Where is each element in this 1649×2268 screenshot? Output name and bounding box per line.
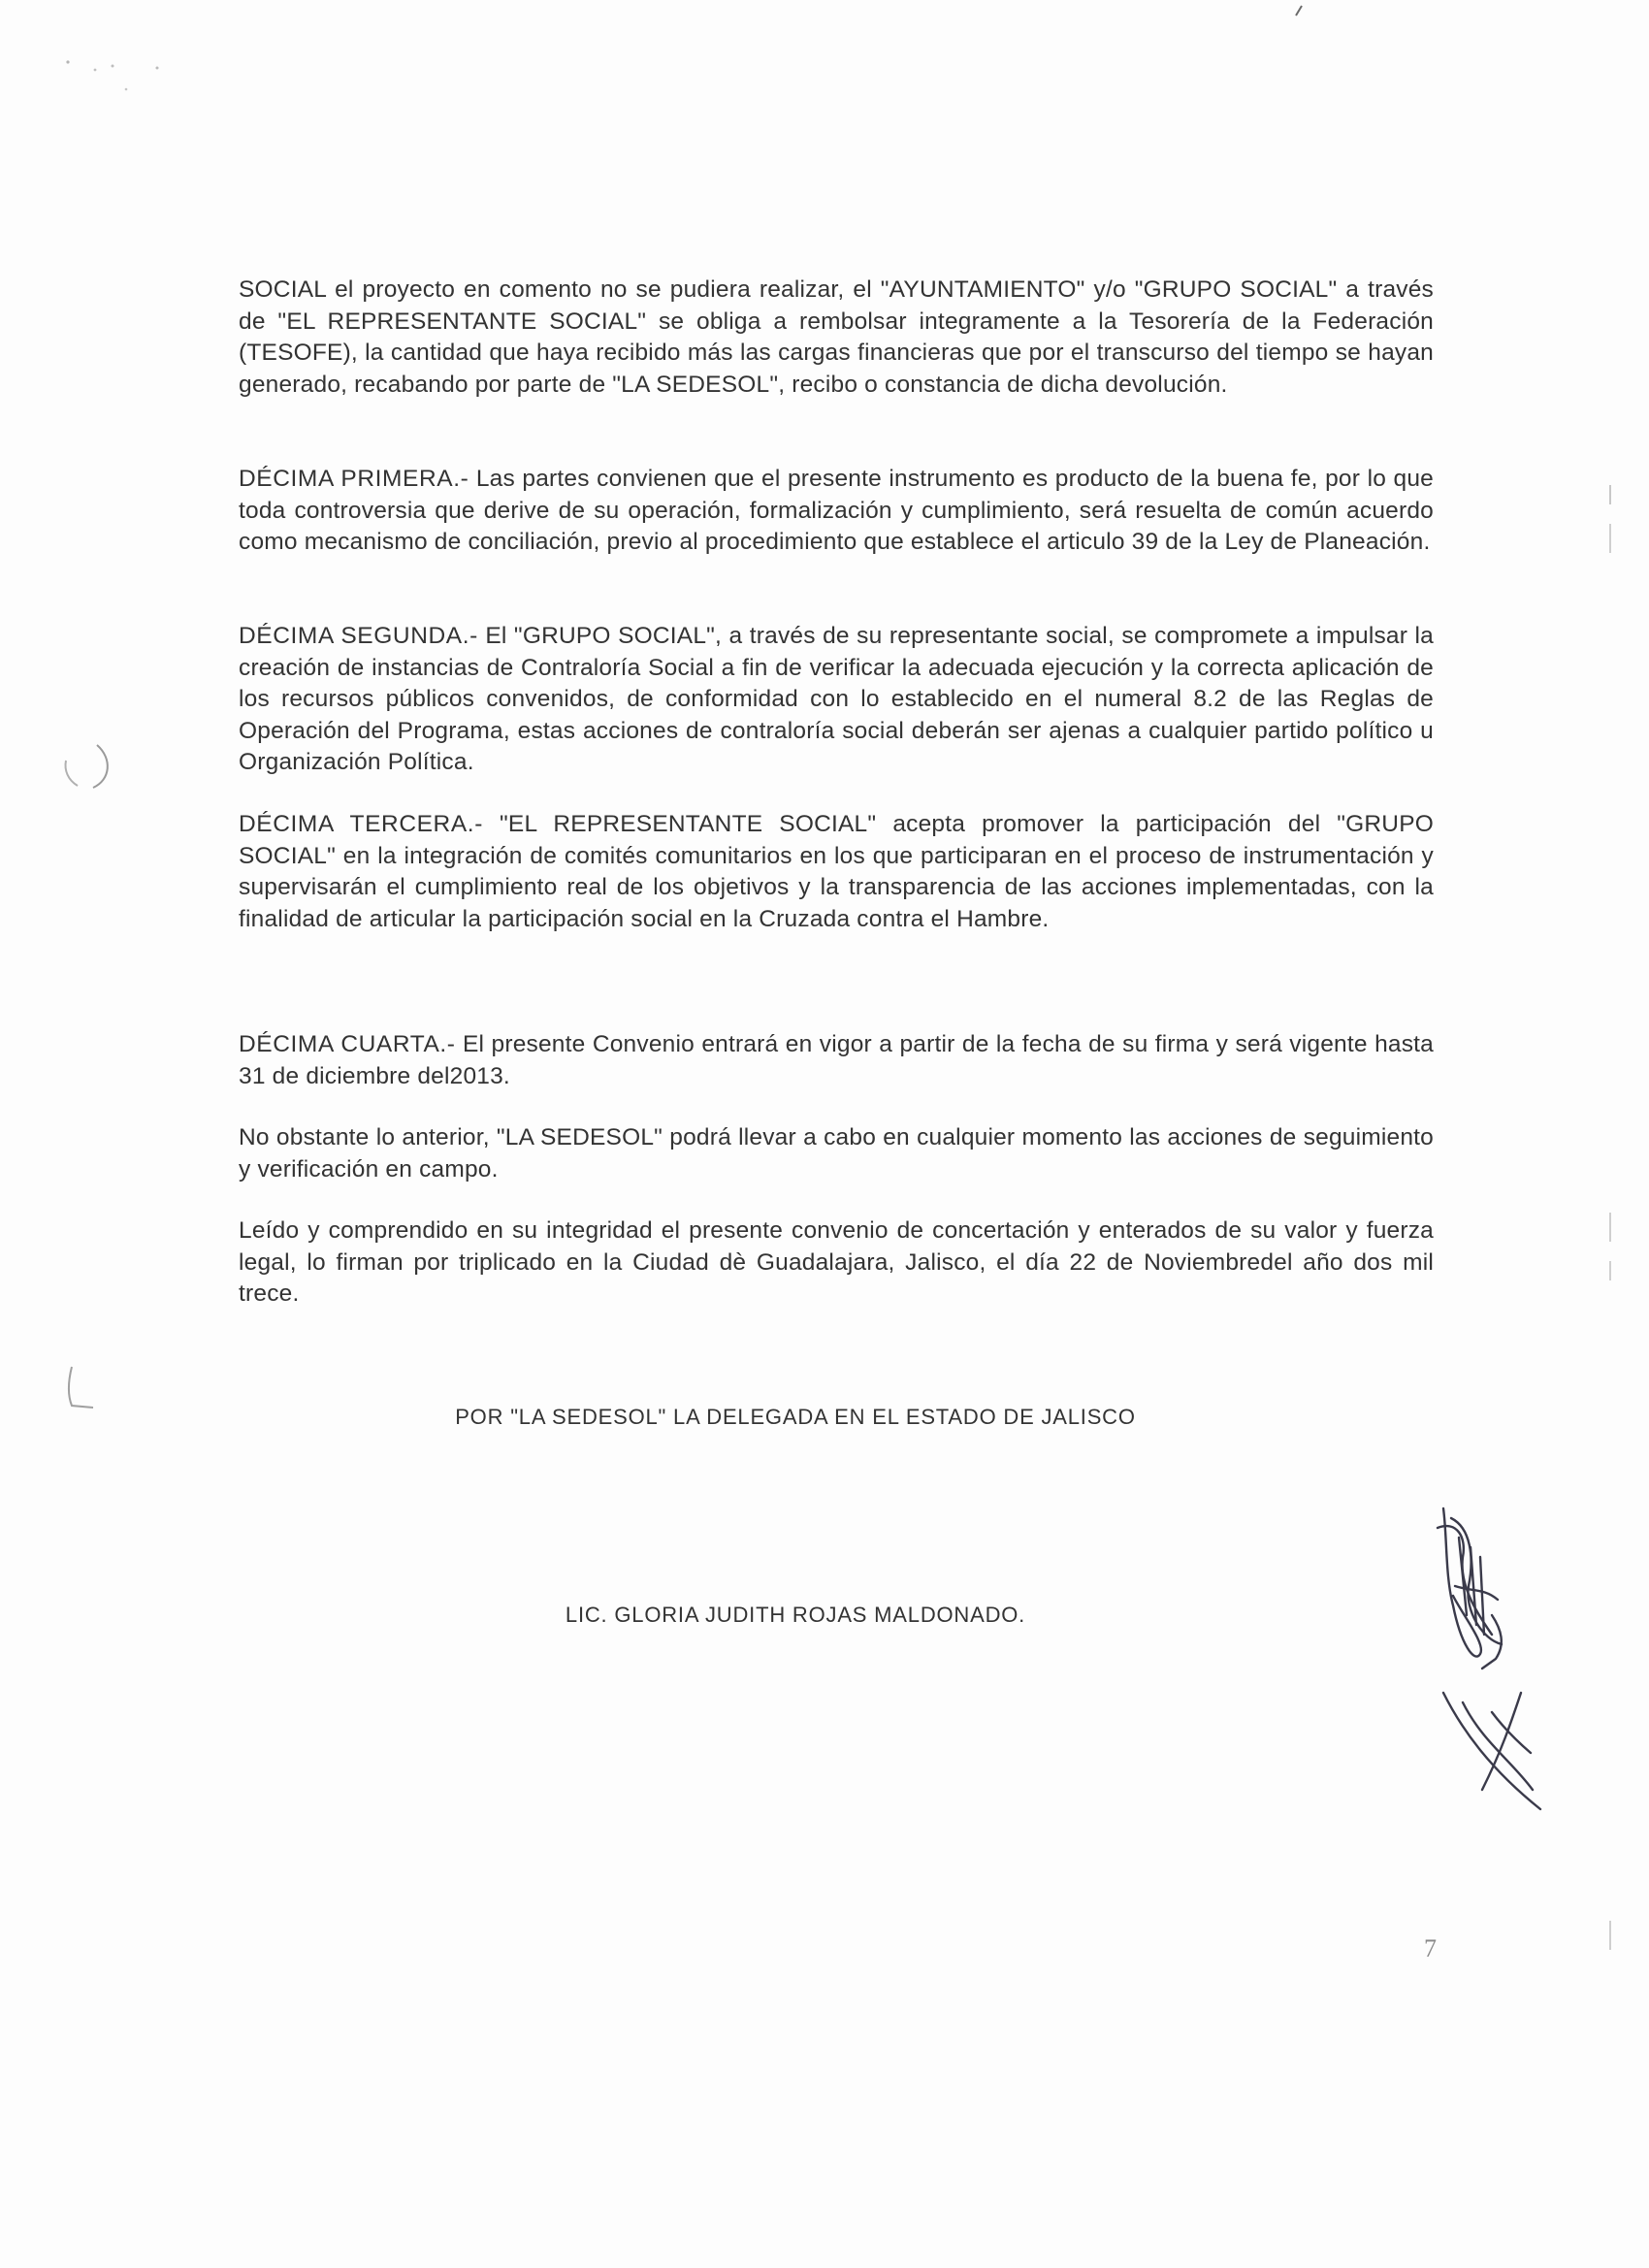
signatory-name: LIC. GLORIA JUDITH ROJAS MALDONADO. — [565, 1603, 1026, 1627]
clause-heading: DÉCIMA TERCERA.- — [239, 811, 483, 837]
clause-decima-segunda — [239, 621, 1434, 779]
clause-decima-tercera — [239, 809, 1434, 935]
paragraph-no-obstante — [239, 1122, 1434, 1185]
scan-artifact-right-ticks — [1600, 466, 1620, 2018]
scan-artifact-dots — [19, 49, 175, 116]
handwritten-signature-icon — [1424, 1499, 1560, 1819]
signature-heading: POR "LA SEDESOL" LA DELEGADA EN EL ESTADO DE JALISCO — [455, 1405, 1136, 1429]
clause-heading: DÉCIMA SEGUNDA.- — [239, 623, 478, 649]
clause-decima-primera — [239, 464, 1434, 559]
scan-artifact-left-arc — [58, 737, 116, 795]
paragraph-closing — [239, 1215, 1434, 1311]
paragraph-continuation — [239, 275, 1434, 401]
clause-heading: DÉCIMA CUARTA.- — [239, 1031, 456, 1057]
paragraph-text: SOCIAL el proyecto en comento no se pudiera realizar, el "AYUNTAMIENTO" y/o "GRUPO SOCIAL" a través de "EL REPRESENTANTE SOCIAL" se obliga a rembolsar integramente a la Tesorería de la Federación (TESOFE), la cantidad que haya recibido más las cargas financieras que por el transcurso del tiempo se hayan generado, recabando por parte de "LA SEDESOL", recibo o constancia de dicha devolución. — [239, 276, 1434, 398]
clause-text: El presente Convenio entrará en vigor a partir de la fecha de su firma y será vigente hasta 31 de diciembre del2013. — [239, 1031, 1435, 1089]
clause-heading: DÉCIMA PRIMERA.- — [239, 466, 469, 492]
clause-text: "EL REPRESENTANTE SOCIAL" acepta promover la participación del "GRUPO SOCIAL" en la integración de comités comunitarios en los que participaran en el proceso de instrumentación y supervisarán el cumplimiento real de los objetivos y la transparencia de las acciones implementadas, con la finalidad de articular la participación social en la Cruzada contra el Hambre. — [239, 811, 1434, 932]
paragraph-text: No obstante lo anterior, "LA SEDESOL" podrá llevar a cabo en cualquier momento las acciones de seguimiento y verificación en campo. — [239, 1124, 1434, 1183]
paragraph-text: Leído y comprendido en su integridad el presente convenio de concertación y enterados de su valor y fuerza legal, lo firman por triplicado en la Ciudad dè Guadalajara, Jalisco, el día 22 de Noviembredel año dos mil trece. — [239, 1217, 1434, 1307]
clause-decima-cuarta — [239, 1029, 1434, 1092]
scan-artifact-top-right — [1290, 2, 1310, 21]
clause-text: Las partes convienen que el presente instrumento es producto de la buena fe, por lo que toda controversia que derive de su operación, formalización y cumplimiento, será resuelta de común acuerdo como mecanismo de conciliación, previo al procedimiento que establece el articulo 39 de la Ley de Planeación. — [239, 466, 1434, 555]
page-number: 7 — [1424, 1934, 1437, 1962]
clause-text: El "GRUPO SOCIAL", a través de su representante social, se compromete a impulsar la creación de instancias de Contraloría Social a fin de verificar la adecuada ejecución y la correcta aplicación de los recursos públicos convenidos, de conformidad con lo establecido en el numeral 8.2 de las Reglas de Operación del Programa, estas acciones de contraloría social deberán ser ajenas a cualquier partido político u Organización Política. — [239, 623, 1434, 775]
